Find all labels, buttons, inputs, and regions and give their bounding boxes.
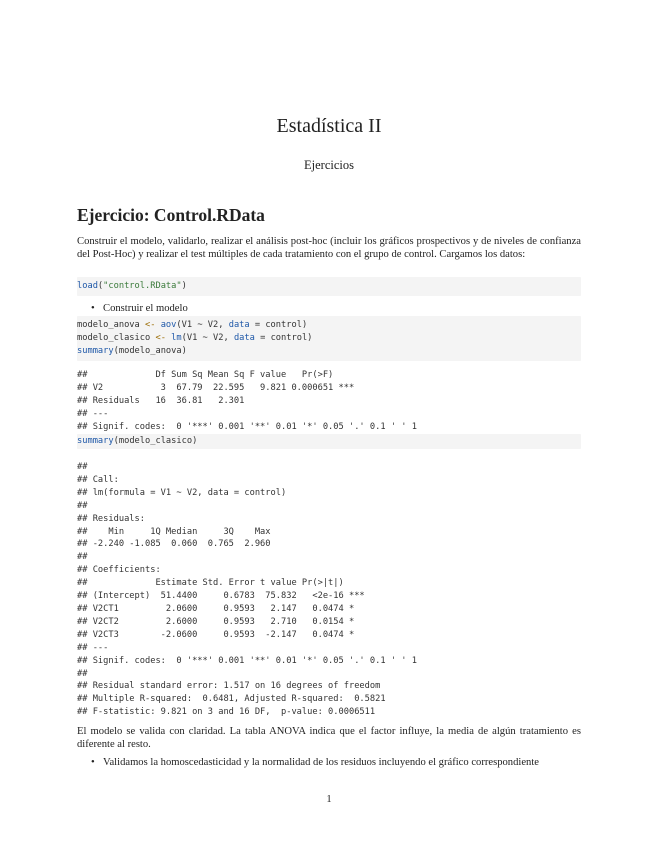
- output-line: ##: [77, 462, 88, 472]
- page-subtitle: Ejercicios: [304, 158, 354, 172]
- output-line: ## Residuals:: [77, 513, 145, 524]
- output-line: ## V2CT2 2.6000 0.9593 2.710 0.0154 *: [77, 616, 365, 627]
- code-keyword: data: [228, 320, 250, 330]
- output-line: ## Min 1Q Median 3Q Max: [77, 526, 276, 537]
- code-args: = control): [254, 332, 313, 343]
- code-block-load: [77, 277, 581, 296]
- bullet-marker: •: [91, 303, 95, 314]
- code-line: [77, 332, 581, 345]
- conclusion-paragraph: El modelo se valida con claridad. La tabla ANOVA indica que el factor influye, la media de algún tratamiento es diferente al resto.: [77, 726, 581, 750]
- output-line: ## Estimate Std. Error t value Pr(>|t|): [77, 578, 365, 589]
- output-line: ## Coefficients:: [77, 565, 161, 576]
- list-item: [91, 302, 581, 315]
- output-line: ## Signif. codes: 0 '***' 0.001 '**' 0.01 '*' 0.05 '.' 0.1 ' ' 1: [77, 421, 417, 432]
- code-line: load("control.RData"): [77, 281, 187, 291]
- intro-paragraph: Construir el modelo, validarlo, realizar el análisis post-hoc (incluir los gráficos prospectivos y de niveles de confianza del Post-Hoc) y realizar el test múltiples de cada tratamiento con el grupo de control. Cargamos los datos:: [77, 236, 581, 260]
- page-title: Estadística II: [276, 115, 382, 137]
- code-variable: modelo_clasico: [77, 332, 151, 343]
- output-line: ## V2CT3 -2.0600 0.9593 -2.147 0.0474 *: [77, 629, 365, 640]
- code-function: aov: [160, 320, 177, 330]
- output-line: ## V2CT1 2.0600 0.9593 2.147 0.0474 *: [77, 603, 365, 614]
- output-line: ## Residual standard error: 1.517 on 16 degrees of freedom: [77, 681, 381, 692]
- code-args: (modelo_anova): [113, 345, 187, 356]
- output-line: ## ---: [77, 408, 109, 419]
- section-heading: Ejercicio: Control.RData: [77, 205, 265, 225]
- output-line: ## Signif. codes: 0 '***' 0.001 '**' 0.01 '*' 0.05 '.' 0.1 ' ' 1: [77, 655, 417, 666]
- output-line: ## Df Sum Sq Mean Sq F value Pr(>F): [77, 370, 355, 380]
- list-item: [91, 756, 581, 769]
- code-function: summary: [77, 436, 114, 446]
- page-number: 1: [326, 794, 332, 805]
- output-line: ## Call:: [77, 474, 119, 485]
- list-item-text: Construir el modelo: [103, 303, 188, 314]
- code-args: (V1 ~ V2,: [176, 320, 229, 330]
- output-line: ##: [77, 500, 88, 511]
- code-keyword: data: [233, 332, 255, 343]
- list-item-text: Validamos la homoscedasticidad y la normalidad de los residuos incluyendo el gráfico correspondiente: [103, 757, 539, 768]
- code-args: = control): [249, 320, 308, 330]
- output-line: ## F-statistic: 9.821 on 3 and 16 DF, p-value: 0.0006511: [77, 707, 376, 718]
- code-block-models: [77, 316, 581, 361]
- output-line: ## V2 3 67.79 22.595 9.821 0.000651 ***: [77, 382, 355, 393]
- output-line: ## Multiple R-squared: 0.6481, Adjusted R-squared: 0.5821: [77, 694, 391, 705]
- output-line: ## (Intercept) 51.4400 0.6783 75.832 <2e-16 ***: [77, 591, 365, 602]
- code-block-summary: [77, 434, 581, 449]
- code-function: lm: [171, 332, 182, 343]
- code-args: (V1 ~ V2,: [181, 332, 234, 343]
- anova-output: [77, 369, 581, 434]
- code-function: load: [77, 281, 98, 291]
- output-line: ##: [77, 668, 88, 679]
- code-variable: modelo_anova: [77, 320, 140, 330]
- output-line: ## Residuals 16 36.81 2.301: [77, 395, 355, 406]
- lm-output: [77, 461, 581, 719]
- output-line: ##: [77, 552, 88, 563]
- output-line: ## lm(formula = V1 ~ V2, data = control): [77, 487, 287, 498]
- code-line: [77, 319, 581, 332]
- code-function: summary: [77, 345, 114, 356]
- bullet-marker: •: [91, 757, 95, 768]
- code-line: [77, 435, 581, 448]
- code-operator: <-: [155, 332, 166, 343]
- code-operator: <-: [145, 320, 156, 330]
- code-args: (modelo_clasico): [113, 436, 198, 446]
- output-line: ## ---: [77, 642, 109, 653]
- code-string: "control.RData": [103, 281, 182, 291]
- output-line: ## -2.240 -1.085 0.060 0.765 2.960: [77, 539, 276, 550]
- code-line: [77, 345, 581, 358]
